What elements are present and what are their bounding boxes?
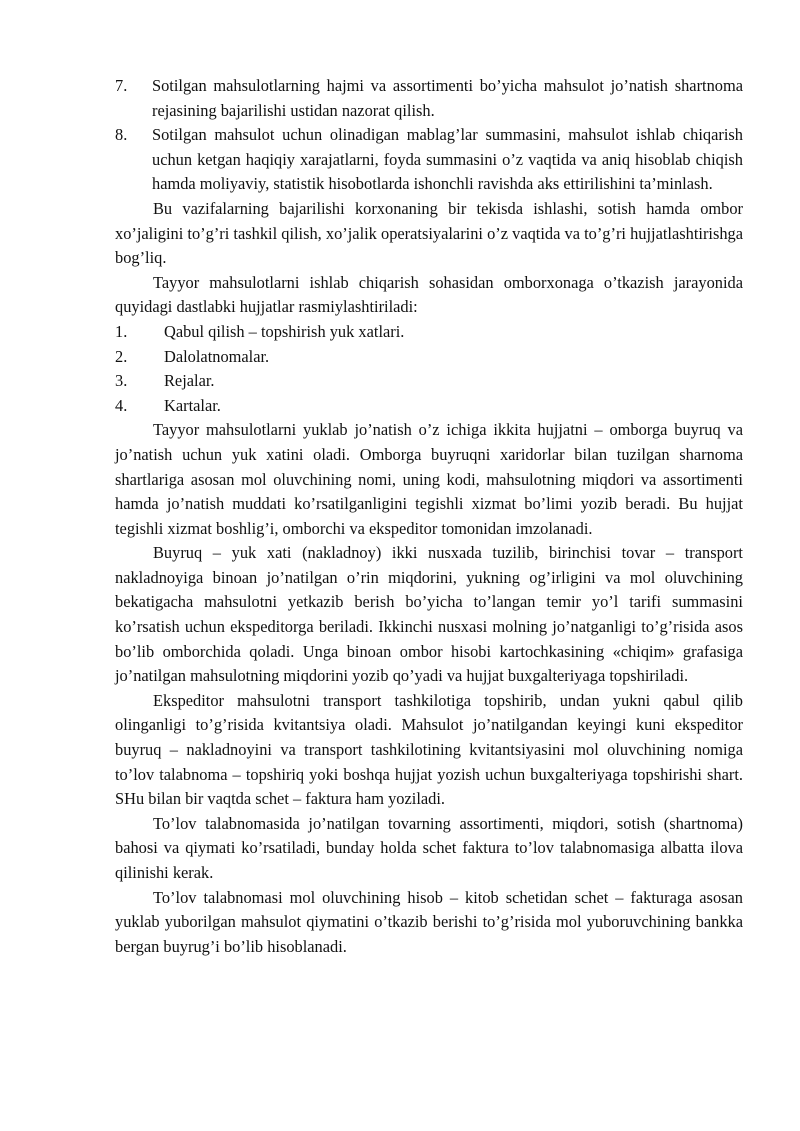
item-number: 1. (115, 321, 128, 341)
paragraph: Ekspeditor mahsulotni transport tashkilotiga topshirib, undan yukni qabul qilib olinganligi to’g’risida kvitantsiya oladi. Mahsulot jo’natilgandan keyingi kuni ekspeditor buyruq – nakladnoyini va transport tashkilotining kvitantsiyasini mol oluvchining nomiga to’lov talabnoma – topshiriq yoki boshqa hujjat yozish uchun buxgalteriyaga topshirishi shart. SHu bilan bir vaqtda schet – faktura ham yoziladi. (115, 690, 743, 809)
item-number: 3. (115, 371, 128, 391)
item-text: Dalolatnomalar. (164, 346, 270, 366)
paragraph: Bu vazifalarning bajarilishi korxonaning bir tekisda ishlashi, sotish hamda ombor xo’jaligini to’g’ri tashkil qilish, xo’jalik operatsiyalarini o’z vaqtida va to’g’ri hujjatlashtirishga bog’liq. (115, 198, 743, 268)
numbered-item-8 (115, 123, 743, 197)
paragraph: Buyruq – yuk xati (nakladnoy) ikki nusxada tuzilib, birinchisi tovar – transport nakladnoyiga binoan jo’natilgan o’rin miqdorini, yukning og’irligini va mol oluvchining bekatigacha mahsulotni yetkazib berish bo’yicha to’langan temir yo’l tarifi summasini ko’rsatish uchun ekspeditorga beriladi. Ikkinchi nusxasi molning jo’natganligi to’g’risida asos bo’lib omborchida qoladi. Unga binoan ombor hisobi kartochkasining «chiqim» grafasiga jo’natilgan mahsulotning miqdorini yozib qo’yadi va hujjat buxgalteriyaga topshiriladi. (115, 543, 743, 686)
document-list-item (115, 345, 743, 370)
item-number: 7. (115, 76, 128, 95)
paragraph: Tayyor mahsulotlarni yuklab jo’natish o’z ichiga ikkita hujjatni – omborga buyruq va jo’natish uchun yuk xatini oladi. Omborga buyruqni xaridorlar bilan tuzilgan sharnoma shartlariga asosan mol oluvchining nomi, uning kodi, mahsulotning miqdori va assortimenti hamda jo’natish muddati ko’rsatilganligini tegishli xizmat bo’limi yozib beradi. Bu hujjat tegishli xizmat boshlig’i, omborchi va ekspeditor tomonidan imzolanadi. (115, 420, 743, 538)
document-list-item (115, 394, 743, 419)
item-text: Rejalar. (164, 371, 215, 391)
paragraph: Tayyor mahsulotlarni ishlab chiqarish sohasidan omborxonaga o’tkazish jarayonida quyidagi dastlabki hujjatlar rasmiylashtiriladi: (115, 272, 743, 317)
numbered-item-7 (115, 74, 743, 123)
document-page (115, 74, 743, 959)
paragraph: To’lov talabnomasida jo’natilgan tovarning assortimenti, miqdori, sotish (shartnoma) bahosi va qiymati ko’rsatiladi, bunday holda schet faktura to’lov talabnomasiga albatta ilova qilinishi kerak. (115, 813, 743, 882)
item-text: Kartalar. (164, 395, 221, 415)
item-number: 2. (115, 346, 128, 366)
item-number: 8. (115, 125, 128, 145)
item-text: Sotilgan mahsulot uchun olinadigan mablag’lar summasini, mahsulot ishlab chiqarish uchun ketgan haqiqiy xarajatlarni, foyda summasini o’z vaqtida va aniq hisoblab chiqish hamda moliyaviy, statistik hisobotlarda ishonchli ravishda aks ettirilishini ta’minlash. (152, 125, 743, 194)
document-list-item (115, 369, 743, 394)
item-text: Qabul qilish – topshirish yuk xatlari. (164, 321, 405, 341)
document-list-item (115, 320, 743, 345)
item-text: Sotilgan mahsulotlarning hajmi va assortimenti bo’yicha mahsulot jo’natish shartnoma rejasining bajarilishi ustidan nazorat qilish. (152, 76, 743, 120)
item-number: 4. (115, 395, 128, 415)
paragraph: To’lov talabnomasi mol oluvchining hisob – kitob schetidan schet – fakturaga asosan yuklab yuborilgan mahsulot qiymatini o’tkazib berishi to’g’risida mol yuboruvchining bankka bergan buyrug’i bo’lib hisoblanadi. (115, 887, 743, 956)
